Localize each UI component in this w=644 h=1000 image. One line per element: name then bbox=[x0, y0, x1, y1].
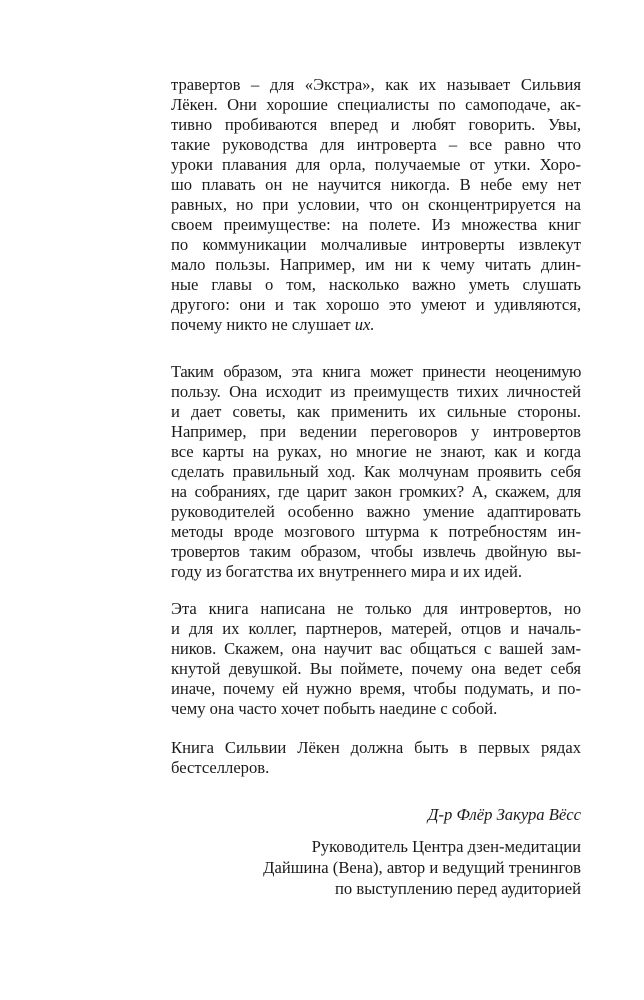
text-line: Таким образом, эта книга может принести неоценимую bbox=[171, 362, 581, 381]
text-line: Книга Сильвии Лёкен должна быть в первых рядах bbox=[171, 738, 581, 757]
text-span: почему никто не слушает bbox=[171, 315, 351, 334]
text-line: кнутой девушкой. Вы поймете, почему она ведет себя bbox=[171, 659, 581, 678]
paragraph-1 bbox=[171, 75, 581, 335]
paragraph-3 bbox=[171, 599, 581, 719]
text-line: шо плавать он не научится никогда. В небе ему нет bbox=[171, 175, 581, 194]
paragraph-4 bbox=[171, 738, 581, 778]
text-line: все карты на руках, но многие не знают, как и когда bbox=[171, 442, 581, 461]
text-line: году из богатства их внутреннего мира и их идей. bbox=[171, 562, 523, 581]
text-line: на собраниях, где царит закон громких? А, скажем, для bbox=[171, 482, 581, 501]
text-line: равных, но при условии, что он сконцентрируется на bbox=[171, 195, 581, 214]
text-line: иначе, почему ей нужно время, чтобы подумать, и по- bbox=[171, 679, 581, 698]
text-line: Эта книга написана не только для интровертов, но bbox=[171, 599, 581, 618]
text-line: и дает советы, как применить их сильные стороны. bbox=[171, 402, 581, 421]
signature-title-line: по выступлению перед аудиторией bbox=[335, 879, 581, 898]
text-line: ные главы о том, насколько важно уметь слушать bbox=[171, 275, 581, 294]
text-line: руководителей особенно важно умение адаптировать bbox=[171, 502, 581, 521]
text-line: по коммуникации молчаливые интроверты извлекут bbox=[171, 235, 581, 254]
text-line: такие руководства для интроверта – все равно что bbox=[171, 135, 581, 154]
text-line: уроки плавания для орла, получаемые от утки. Хоро- bbox=[171, 155, 581, 174]
text-line: мало пользы. Например, им ни к чему читать длин- bbox=[171, 255, 581, 274]
text-line: пользу. Она исходит из преимуществ тихих личностей bbox=[171, 382, 581, 401]
text-line bbox=[171, 315, 581, 335]
text-line: бестселлеров. bbox=[171, 758, 270, 777]
text-line: тровертов таким образом, чтобы извлечь двойную вы- bbox=[171, 542, 581, 561]
text-line: чему она часто хочет побыть наедине с собой. bbox=[171, 699, 498, 718]
text-line: ников. Скажем, она научит вас общаться с вашей зам- bbox=[171, 639, 581, 658]
signature-name: Д-р Флёр Закура Вёсс bbox=[427, 805, 581, 824]
text-line: сделать правильный ход. Как молчунам проявить себя bbox=[171, 462, 581, 481]
text-line: травертов – для «Экстра», как их называет Сильвия bbox=[171, 75, 581, 94]
emphasis-text: их. bbox=[354, 315, 375, 334]
signature-title bbox=[263, 836, 581, 899]
text-line: Например, при ведении переговоров у интровертов bbox=[171, 422, 581, 441]
text-line: тивно пробиваются вперед и любят говорить. Увы, bbox=[171, 115, 581, 134]
paragraph-2 bbox=[171, 362, 581, 582]
text-line: своем преимуществе: на полете. Из множества книг bbox=[171, 215, 581, 234]
text-line: другого: они и так хорошо это умеют и удивляются, bbox=[171, 295, 581, 314]
text-line: и для их коллег, партнеров, матерей, отцов и началь- bbox=[171, 619, 581, 638]
signature-title-line: Руководитель Центра дзен-медитации bbox=[311, 837, 581, 856]
signature-title-line: Дайшина (Вена), автор и ведущий тренингов bbox=[263, 858, 581, 877]
text-line: методы вроде мозгового штурма к потребностям ин- bbox=[171, 522, 581, 541]
text-line: Лёкен. Они хорошие специалисты по самоподаче, ак- bbox=[171, 95, 581, 114]
